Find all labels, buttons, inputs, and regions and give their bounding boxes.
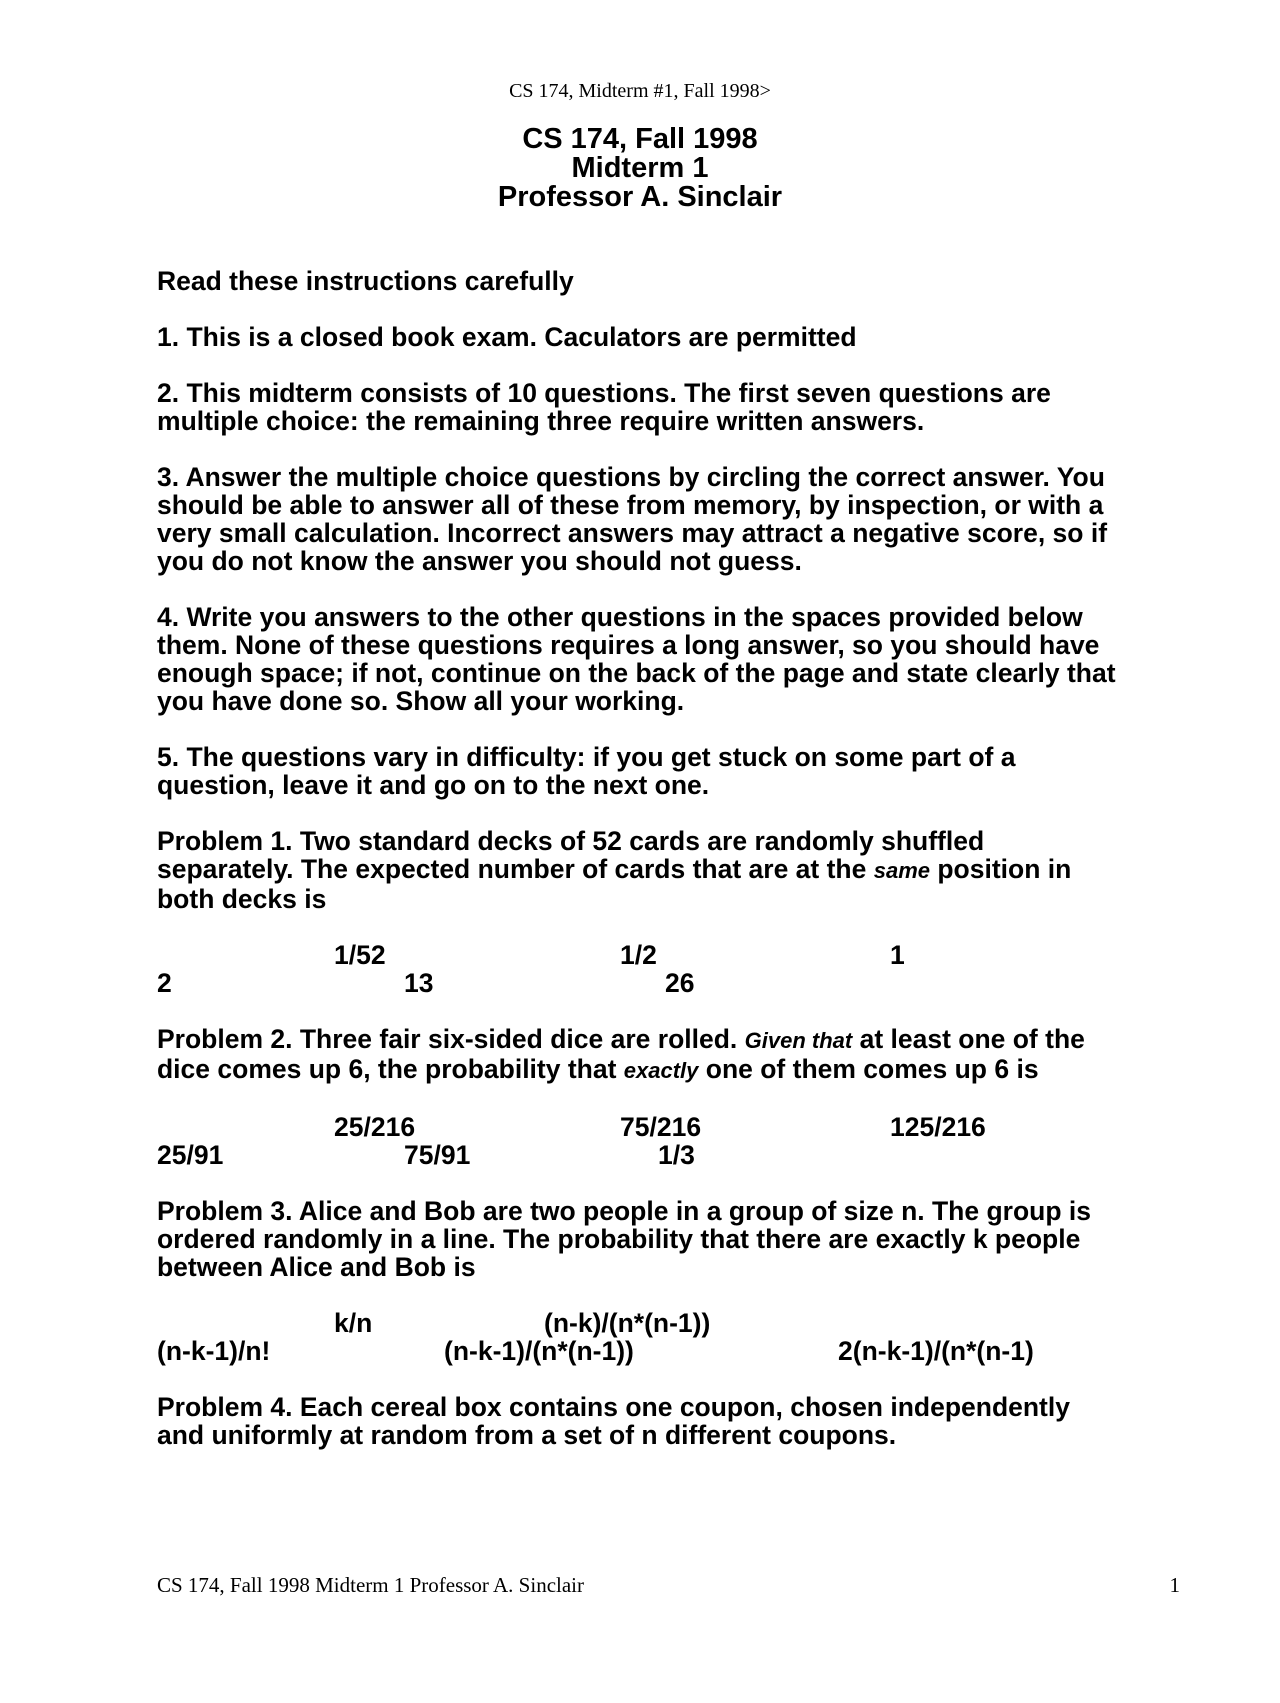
problem-1-choice[interactable]: 1/2	[620, 940, 657, 970]
exam-body	[157, 267, 1167, 1477]
problem-3-line: between Alice and Bob is	[157, 1252, 476, 1282]
instruction-1	[157, 323, 1167, 351]
problem-1-choices	[157, 941, 1167, 997]
problem-2-choice[interactable]: 125/216	[890, 1112, 986, 1142]
problem-1-choice[interactable]: 26	[665, 968, 695, 998]
instruction-3-line: you do not know the answer you should not guess.	[157, 546, 802, 576]
instruction-4-line: you have done so. Show all your working.	[157, 686, 685, 716]
problem-1-line: Problem 1. Two standard decks of 52 cards are randomly shuffled	[157, 826, 985, 856]
problem-1-choice[interactable]: 2	[157, 968, 172, 998]
title-professor: Professor A. Sinclair	[497, 181, 783, 213]
problem-3-choice[interactable]: (n-k)/(n*(n-1))	[544, 1308, 711, 1338]
problem-2-choice[interactable]: 75/91	[404, 1140, 471, 1170]
problem-2-emphasis: exactly	[623, 1058, 699, 1083]
instruction-5-line: 5. The questions vary in difficulty: if you get stuck on some part of a	[157, 742, 1016, 772]
instruction-2	[157, 379, 1167, 435]
problem-1-text: position in	[930, 854, 1072, 884]
instruction-5-line: question, leave it and go on to the next one.	[157, 770, 710, 800]
instruction-3-line: very small calculation. Incorrect answers may attract a negative score, so if	[157, 518, 1108, 548]
problem-4-line: and uniformly at random from a set of n different coupons.	[157, 1420, 897, 1450]
problem-3-choice[interactable]: 2(n-k-1)/(n*(n-1)	[838, 1336, 1034, 1366]
problem-2-text: dice comes up 6, the probability that	[157, 1054, 624, 1084]
instructions-heading	[157, 267, 1167, 295]
title-exam: Midterm 1	[571, 152, 709, 184]
problem-2-choice[interactable]: 25/216	[334, 1112, 416, 1142]
problem-3-choice[interactable]: (n-k-1)/(n*(n-1))	[444, 1336, 634, 1366]
problem-2-choice[interactable]: 25/91	[157, 1140, 224, 1170]
problem-2-choice[interactable]: 75/216	[620, 1112, 702, 1142]
problem-1-line	[157, 855, 1167, 885]
instruction-2-line: 2. This midterm consists of 10 questions. The first seven questions are	[157, 378, 1051, 408]
problem-2-choice[interactable]: 1/3	[658, 1140, 695, 1170]
instruction-1-line: 1. This is a closed book exam. Caculators are permitted	[157, 322, 857, 352]
problem-2-text: Problem 2. Three fair six-sided dice are rolled.	[157, 1024, 745, 1054]
problem-1-choice[interactable]: 1/52	[334, 940, 386, 970]
exam-title	[0, 125, 1280, 212]
problem-4-statement	[157, 1393, 1167, 1449]
instruction-3-line: should be able to answer all of these from memory, by inspection, or with a	[157, 490, 1104, 520]
problem-2-emphasis: Given that	[744, 1028, 853, 1053]
problem-2-text: one of them comes up 6 is	[698, 1054, 1039, 1084]
footer-text: CS 174, Fall 1998 Midterm 1 Professor A. Sinclair	[157, 1573, 584, 1597]
problem-2-choices	[157, 1113, 1167, 1169]
problem-2-line	[157, 1025, 1167, 1055]
problem-3-choice[interactable]: (n-k-1)/n!	[157, 1336, 271, 1366]
problem-1-statement	[157, 827, 1167, 913]
instruction-4-line: them. None of these questions requires a long answer, so you should have	[157, 630, 1100, 660]
page-number: 1	[1169, 1573, 1180, 1597]
problem-2-line	[157, 1055, 1167, 1085]
problem-2-text: at least one of the	[852, 1024, 1085, 1054]
instruction-2-line: multiple choice: the remaining three require written answers.	[157, 406, 925, 436]
running-header: CS 174, Midterm #1, Fall 1998>	[509, 80, 771, 102]
title-course: CS 174, Fall 1998	[522, 123, 758, 155]
instruction-3-line: 3. Answer the multiple choice questions by circling the correct answer. You	[157, 462, 1105, 492]
problem-1-emphasis: same	[873, 858, 930, 883]
problem-2-statement	[157, 1025, 1167, 1085]
instruction-3	[157, 463, 1167, 575]
instruction-4-line: enough space; if not, continue on the back of the page and state clearly that	[157, 658, 1116, 688]
instructions-heading-text: Read these instructions carefully	[157, 266, 574, 296]
problem-1-text: separately. The expected number of cards that are at the	[157, 854, 874, 884]
problem-1-line: both decks is	[157, 884, 327, 914]
instruction-4	[157, 603, 1167, 715]
instruction-4-line: 4. Write you answers to the other questions in the spaces provided below	[157, 602, 1083, 632]
problem-1-choice[interactable]: 1	[890, 940, 905, 970]
problem-3-choice[interactable]: k/n	[334, 1308, 373, 1338]
problem-3-choices	[157, 1309, 1167, 1365]
problem-3-line: Problem 3. Alice and Bob are two people in a group of size n. The group is	[157, 1196, 1091, 1226]
problem-4-line: Problem 4. Each cereal box contains one coupon, chosen independently	[157, 1392, 1070, 1422]
problem-1-choice[interactable]: 13	[404, 968, 434, 998]
problem-3-line: ordered randomly in a line. The probability that there are exactly k people	[157, 1224, 1081, 1254]
instruction-5	[157, 743, 1167, 799]
problem-3-statement	[157, 1197, 1167, 1281]
